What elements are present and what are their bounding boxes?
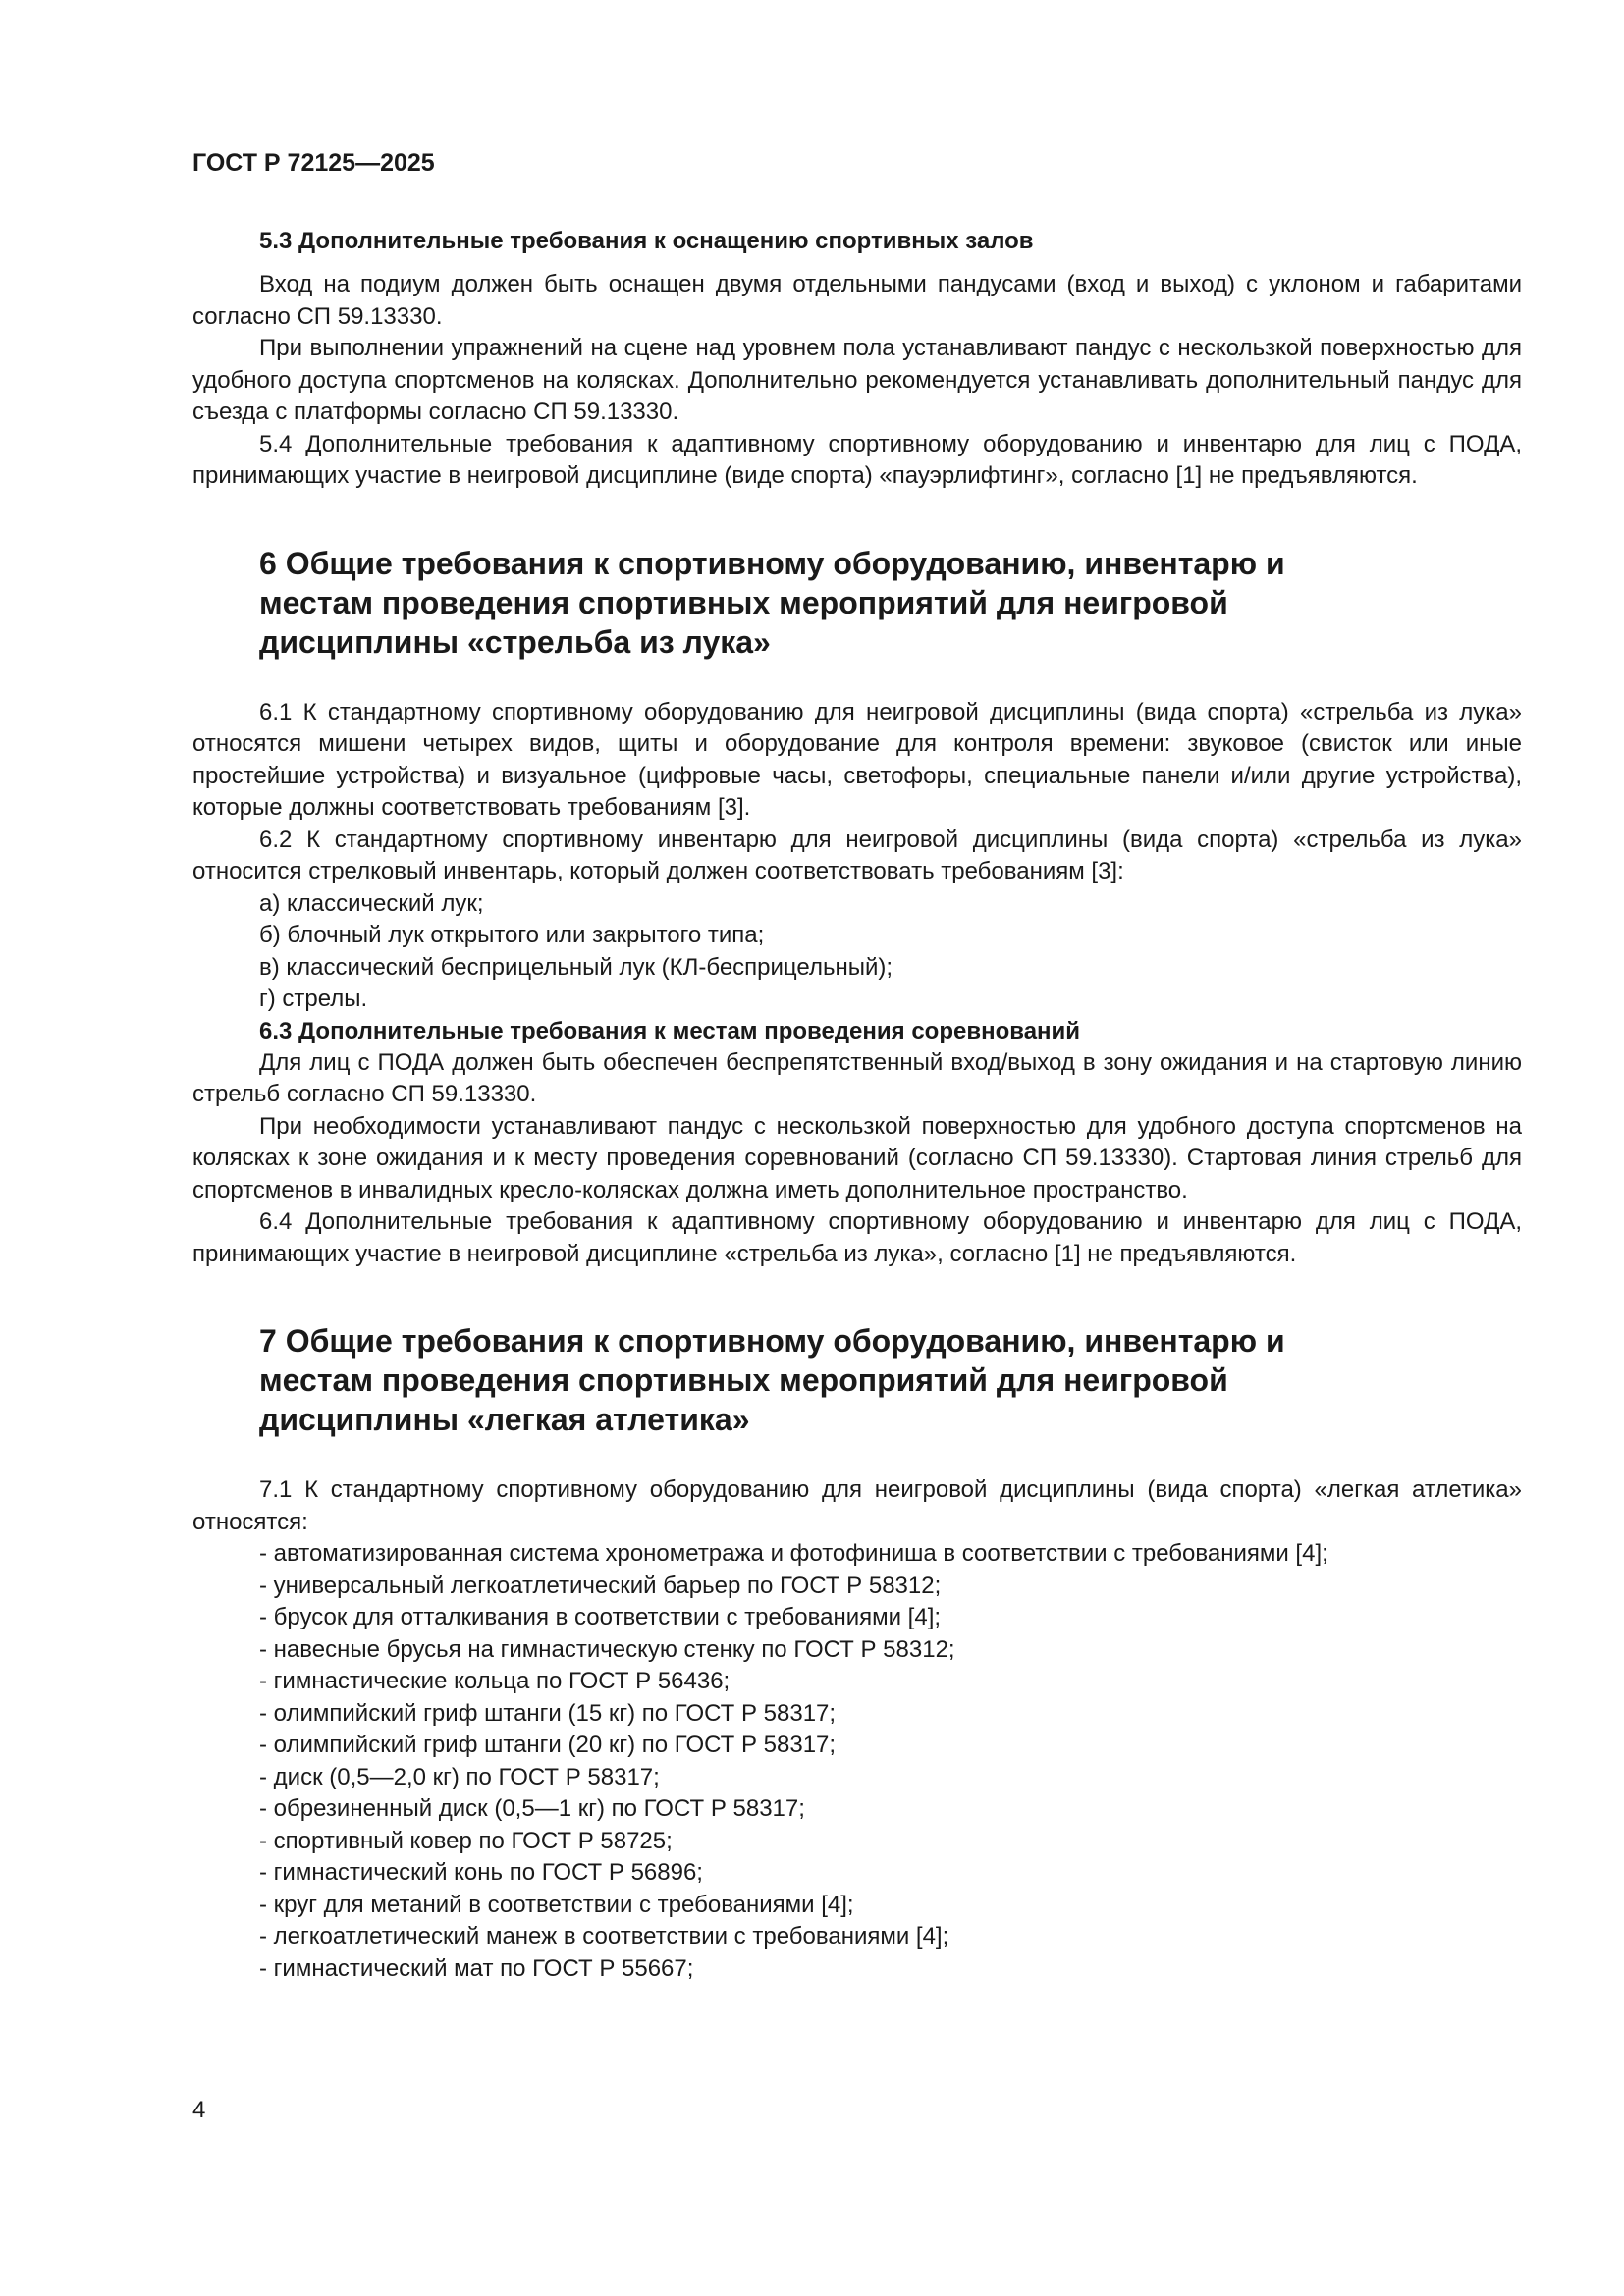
list-item: - обрезиненный диск (0,5—1 кг) по ГОСТ Р 58317;	[259, 1795, 805, 1822]
document-page	[192, 147, 1522, 1985]
subsection-5-3-title: 5.3 Дополнительные требования к оснащению спортивных залов	[259, 228, 1034, 254]
paragraph-6-3-a: Для лиц с ПОДА должен быть обеспечен беспрепятственный вход/выход в зону ожидания и на стартовую линию стрельб согласно СП 59.13330.	[192, 1048, 1522, 1107]
paragraph-6-2: 6.2 К стандартному спортивному инвентарю для неигровой дисциплины (вида спорта) «стрельба из лука» относится стрелковый инвентарь, который должен соответствовать требованиям [3]:	[192, 826, 1522, 884]
list-item: - гимнастические кольца по ГОСТ Р 56436;	[259, 1668, 731, 1694]
list-item: - легкоатлетический манеж в соответствии с требованиями [4];	[259, 1923, 949, 1949]
paragraph-5-3-b: При выполнении упражнений на сцене над уровнем пола устанавливают пандус с нескользкой поверхностью для удобного доступа спортсменов на колясках. Дополнительно рекомендуется устанавливать дополнительный пандус для съезда с платформы согласно СП 59.13330.	[192, 335, 1522, 425]
list-item: а) классический лук;	[259, 889, 484, 917]
list-item: - гимнастический мат по ГОСТ Р 55667;	[259, 1954, 694, 1982]
list-item: - олимпийский гриф штанги (20 кг) по ГОСТ Р 58317;	[259, 1732, 837, 1758]
list-item: - диск (0,5—2,0 кг) по ГОСТ Р 58317;	[259, 1763, 660, 1790]
section-7-title: 7 Общие требования к спортивному оборудованию, инвентарю и местам проведения спортивных мероприятий для неигровой дисциплины «легкая атлетика»	[259, 1323, 1285, 1437]
section-6-title: 6 Общие требования к спортивному оборудованию, инвентарю и местам проведения спортивных мероприятий для неигровой дисциплины «стрельба из лука»	[259, 545, 1285, 660]
paragraph-5-4: 5.4 Дополнительные требования к адаптивному спортивному оборудованию и инвентарю для лиц с ПОДА, принимающих участие в неигровой дисциплине (виде спорта) «пауэрлифтинг», согласно [1] не предъявляются.	[192, 430, 1522, 489]
list-item: - олимпийский гриф штанги (15 кг) по ГОСТ Р 58317;	[259, 1699, 837, 1727]
list-item: в) классический беcприцельный лук (КЛ-бесприцельный);	[259, 953, 893, 981]
list-item: - автоматизированная система хронометража и фотофиниша в соответствии с требованиями [4];	[259, 1540, 1328, 1567]
subsection-6-3-title: 6.3 Дополнительные требования к местам проведения соревнований	[259, 1017, 1081, 1044]
list-item: б) блочный лук открытого или закрытого типа;	[259, 922, 765, 948]
document-code: ГОСТ Р 72125—2025	[192, 149, 435, 177]
paragraph-5-3-a: Вход на подиум должен быть оснащен двумя отдельными пандусами (вход и выход) с уклоном и габаритами согласно СП 59.13330.	[192, 271, 1522, 330]
list-item: - спортивный ковер по ГОСТ Р 58725;	[259, 1827, 673, 1854]
list-item: - гимнастический конь по ГОСТ Р 56896;	[259, 1859, 703, 1886]
list-item: - круг для метаний в соответствии с требованиями [4];	[259, 1891, 854, 1918]
paragraph-7-1: 7.1 К стандартному спортивному оборудованию для неигровой дисциплины (вида спорта) «легкая атлетика» относятся:	[192, 1476, 1522, 1535]
paragraph-6-1: 6.1 К стандартному спортивному оборудованию для неигровой дисциплины (вида спорта) «стрельба из лука» относятся мишени четырех видов, щиты и оборудование для контроля времени: звуковое (свисток или иные простейшие устройства) и визуальное (цифровые часы, светофоры, специальные панели и/или другие устройства), которые должны соответствовать требованиям [3].	[192, 698, 1522, 821]
list-item: - навесные брусья на гимнастическую стенку по ГОСТ Р 58312;	[259, 1635, 955, 1663]
list-item: - брусок для отталкивания в соответствии с требованиями [4];	[259, 1604, 942, 1630]
list-item: г) стрелы.	[259, 986, 368, 1012]
page-number: 4	[192, 2097, 206, 2123]
list-item: - универсальный легкоатлетический барьер по ГОСТ Р 58312;	[259, 1572, 942, 1599]
paragraph-6-4: 6.4 Дополнительные требования к адаптивному спортивному оборудованию и инвентарю для лиц с ПОДА, принимающих участие в неигровой дисциплине «стрельба из лука», согласно [1] не предъявляются.	[192, 1208, 1522, 1267]
paragraph-6-3-b: При необходимости устанавливают пандус с нескользкой поверхностью для удобного доступа спортсменов на колясках к зоне ожидания и к месту проведения соревнований (согласно СП 59.13330). Стартовая линия стрельб для спортсменов в инвалидных кресло-колясках должна иметь дополнительное пространство.	[192, 1112, 1522, 1203]
